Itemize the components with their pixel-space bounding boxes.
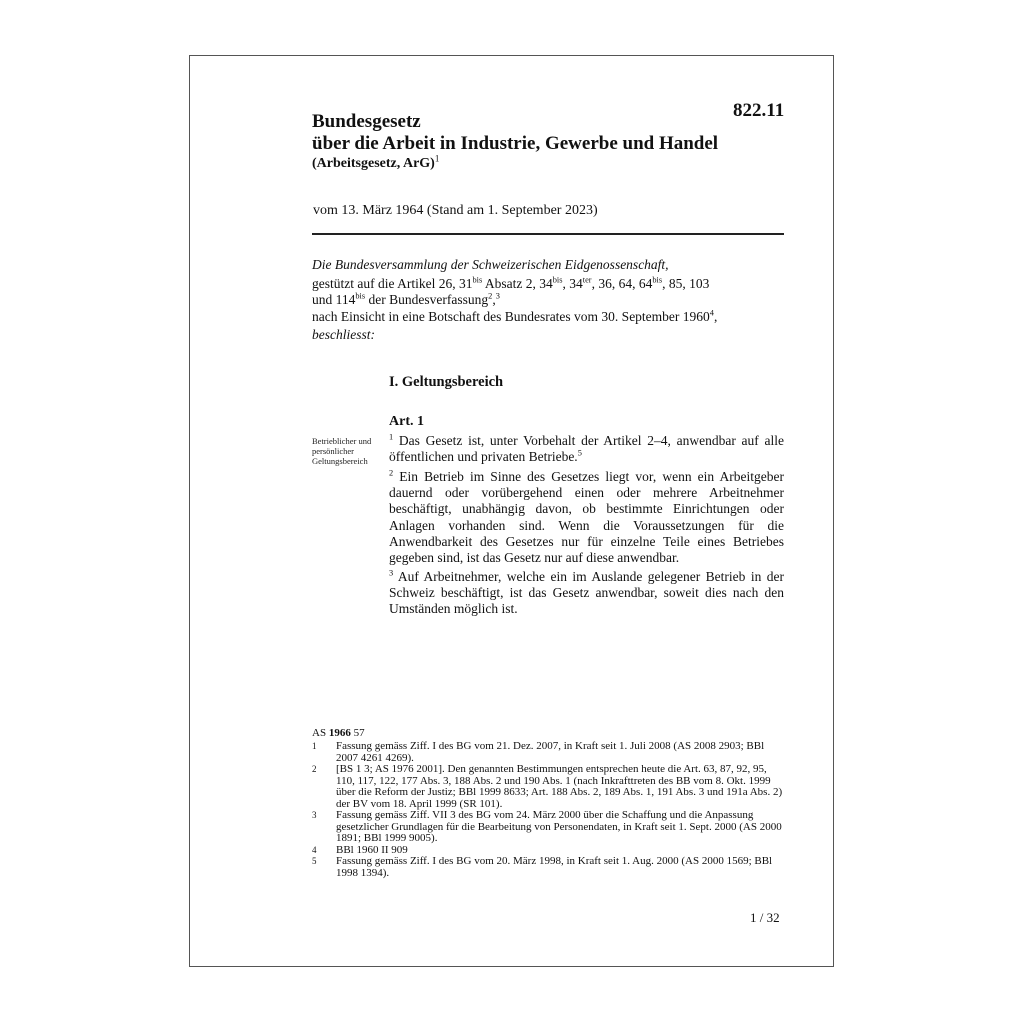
footnote-ref[interactable]: 4 [709, 308, 714, 317]
footnote: 4 BBl 1960 II 909 [312, 843, 408, 856]
margin-note: Betrieblicher und persönlicher Geltungsbereich [312, 436, 372, 466]
article-paragraph-3: $^3$ Auf Arbeitnehmer, welche ein im Auslande gelegener Betrieb in der Schweiz beschäftigt, ist das Gesetz anwendbar, soweit dies nach den Umständen möglich ist. [389, 568, 784, 617]
title-line-1: Bundesgesetz [312, 111, 421, 132]
footnotes [312, 741, 787, 879]
footnote-ref[interactable]: 2 [488, 291, 493, 301]
footnote: 2 [BS 1 3; AS 1976 2001]. Den genannten Bestimmungen entsprechen heute die Art. 63, 87, 92, 95, 110, 117, 122, 177 Abs. 3, 188 Abs. 2 und 190 Abs. 1 (nach Inkrafttreten des BB vom 8. Okt. 1999 über die Reform der Justiz; BBl 1999 8633; Art. 188 Abs. 2, 189 Abs. 1, 191 Abs. 3 und 191a Abs. 2) der BV vom 18. April 1999 (SR 101). [312, 763, 783, 810]
as-reference: AS 1966 57 [312, 727, 365, 739]
short-title-text: (Arbeitsgesetz, ArG) [312, 156, 435, 171]
header-divider [312, 233, 784, 235]
message-reference: nach Einsicht in eine Botschaft des Bundesrates vom 30. September 1960$^4$, [312, 308, 718, 324]
article-paragraph-1: $^1$ Das Gesetz ist, unter Vorbehalt der Artikel 2–4, anwendbar auf alle öffentlichen und privaten Betriebe.$^5$ [389, 432, 784, 465]
page-number: 1 / 32 [750, 910, 780, 925]
enacting-body: Die Bundesversammlung der Schweizerischen Eidgenossenschaft, [312, 257, 669, 272]
title-line-2: über die Arbeit in Industrie, Gewerbe und Handel [312, 133, 719, 154]
footnote-ref[interactable]: 1 [434, 153, 440, 164]
article-paragraph-2: $^2$ Ein Betrieb im Sinne des Gesetzes liegt vor, wenn ein Arbeitgeber dauernd oder vorübergehend einen oder mehrere Arbeitnehmer beschäftigt, unabhängig davon, ob bestimmte Einrichtungen oder Anlagen vorhanden sind. Wenn die Voraussetzungen für die Anwendbarkeit des Gesetzes nur für einzelne Teile eines Betriebes gegeben sind, ist das Gesetz nur auf diese anwendbar. [389, 468, 784, 566]
law-title [312, 111, 718, 155]
date-line: vom 13. März 1964 (Stand am 1. September 2023) [313, 203, 598, 218]
footnote: 5 Fassung gemäss Ziff. I des BG vom 20. März 1998, in Kraft seit 1. Aug. 2000 (AS 2000 1569; BBl 1998 1394). [312, 855, 773, 879]
footnote-ref[interactable]: 5 [577, 448, 582, 458]
sr-number: 822.11 [733, 100, 785, 121]
footnote: 1 Fassung gemäss Ziff. I des BG vom 21. Dez. 2007, in Kraft seit 1. Juli 2008 (AS 2008 2903; BBl 2007 4261 4269). [312, 740, 765, 764]
short-title [312, 153, 440, 172]
article-heading: Art. 1 [389, 414, 424, 429]
resolves: beschliesst: [312, 327, 375, 342]
preamble [312, 257, 787, 346]
section-heading: I. Geltungsbereich [389, 374, 504, 390]
footnote-ref[interactable]: 3 [495, 291, 500, 301]
footnote: 3 Fassung gemäss Ziff. VII 3 des BG vom 24. März 2000 über die Schaffung und die Anpassung gesetzlicher Grundlagen für die Bearbeitung von Personendaten, in Kraft seit 1. Sept. 2000 (AS 2000 1891; BBl 1999 9005). [312, 809, 782, 844]
legal-basis: gestützt auf die Artikel 26, $31^{bis}$ Absatz 2, $34^{bis}$, $34^{ter}$, 36, 64, $64^{bis}$, 85, 103 und $114^{bis}$ der Bundesverfassung$^2$,$^3$ [312, 275, 710, 307]
